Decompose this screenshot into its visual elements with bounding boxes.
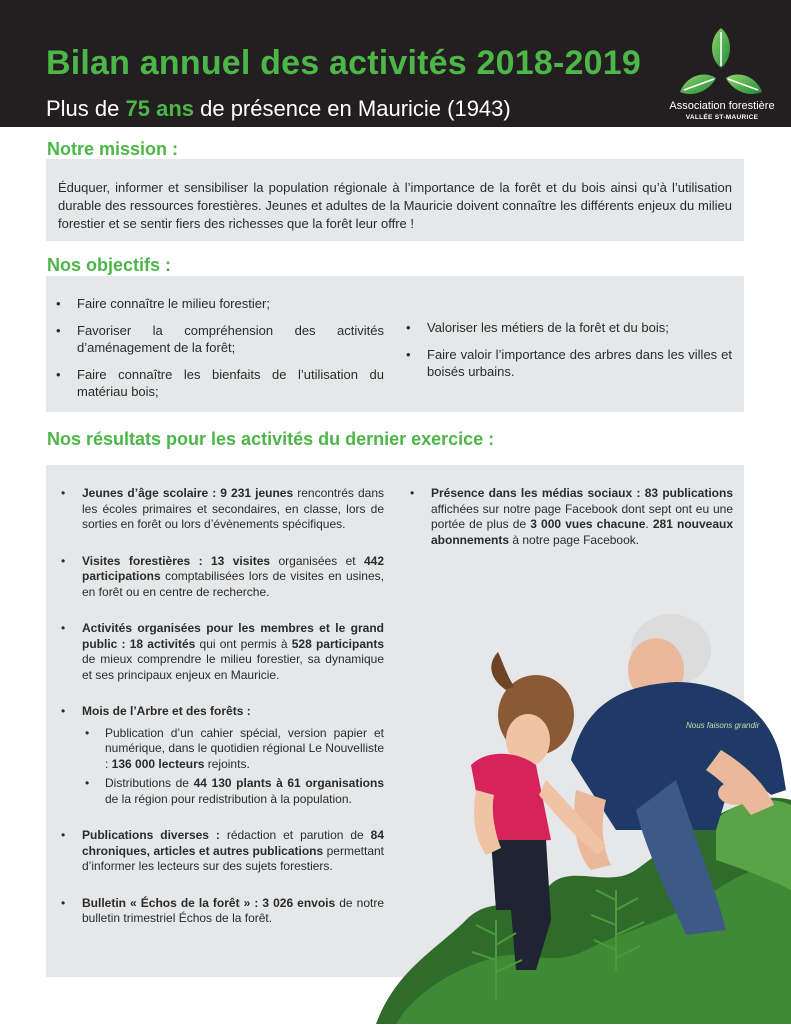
result-publications bbox=[57, 828, 384, 875]
result-value: 281 nouveaux abonnements bbox=[431, 517, 734, 547]
result-jeunes bbox=[57, 486, 384, 533]
association-logo bbox=[662, 26, 782, 124]
result-label: Bulletin « Échos de la forêt » : 3 026 envois bbox=[82, 895, 336, 910]
objectives-list-left bbox=[52, 295, 384, 400]
result-text: rencontrés dans les écoles primaires et secondaires, en classe, lors de sorties en forêt ou lors d’évènements spécifiques. bbox=[82, 486, 384, 531]
result-value: 3 000 vues chacune bbox=[530, 517, 646, 531]
result-text: rejoints. bbox=[204, 756, 250, 771]
list-item bbox=[82, 726, 384, 773]
result-value: 442 participations bbox=[82, 553, 384, 583]
list-item: • Faire connaître le milieu forestier; bbox=[52, 295, 384, 312]
header-band bbox=[0, 0, 791, 127]
logo-region: VALLÉE ST-MAURICE bbox=[685, 114, 759, 121]
result-label: Visites forestières : 13 visites bbox=[82, 553, 271, 568]
result-text: Distributions de bbox=[105, 776, 194, 790]
result-value: 44 130 plants à 61 organisations bbox=[193, 776, 384, 790]
result-text: rédaction et parution de bbox=[219, 828, 371, 842]
result-text: organisées et bbox=[270, 553, 364, 568]
tri-leaf-logo-icon bbox=[676, 26, 766, 98]
list-item: • Valoriser les métiers de la forêt et du bois; bbox=[402, 319, 732, 336]
results-list-right bbox=[406, 486, 733, 548]
result-text: affichées sur notre page Facebook dont sept ont eu une portée de plus de bbox=[431, 501, 733, 531]
result-medias-sociaux bbox=[406, 486, 733, 548]
result-mois-arbre bbox=[57, 704, 384, 807]
mission-box bbox=[46, 159, 744, 241]
result-label: Présence dans les médias sociaux : 83 publications bbox=[431, 486, 733, 500]
page-title: Bilan annuel des activités 2018-2019 bbox=[46, 44, 641, 82]
mission-text: Éduquer, informer et sensibiliser la population régionale à l’importance de la forêt et du bois ainsi qu’à l’utilisation durable des ressources forestières. Jeunes et adultes de la Mauricie doivent connaître les différents enjeux du milieu forestier et se sentir fiers des richesses que la forêt leur offre ! bbox=[58, 180, 732, 231]
result-label: Mois de l’Arbre et des forêts : bbox=[82, 704, 251, 718]
result-value: 84 chroniques, articles et autres publications bbox=[82, 828, 384, 858]
result-activites bbox=[57, 621, 384, 683]
result-text: de mieux comprendre le milieu forestier, sa dynamique et ses principaux enjeux en Mauricie. bbox=[82, 652, 384, 682]
results-list-left bbox=[57, 486, 384, 927]
logo-name: Association forestière bbox=[669, 100, 775, 112]
result-value: 136 000 lecteurs bbox=[111, 756, 205, 771]
photo-grandfather-child-seedling bbox=[376, 590, 791, 1024]
result-bulletin bbox=[57, 896, 384, 927]
result-text: permettant d’informer les lecteurs sur des sujets forestiers. bbox=[82, 843, 384, 873]
objectives-list-right bbox=[402, 319, 732, 380]
list-item: • Favoriser la compréhension des activités d’aménagement de la forêt; bbox=[52, 322, 384, 356]
results-heading: Nos résultats pour les activités du dernier exercice : bbox=[47, 429, 495, 449]
list-item bbox=[82, 776, 384, 807]
mission-heading: Notre mission : bbox=[47, 139, 179, 159]
photo-illustration bbox=[376, 590, 791, 1024]
subtitle-text: Plus de bbox=[46, 96, 126, 121]
result-text: . bbox=[645, 517, 653, 531]
result-text: de notre bulletin trimestriel Échos de la forêt. bbox=[82, 895, 384, 925]
result-text: Publication d’un cahier spécial, version papier et numérique, dans le quotidien régional Le Nouvelliste : bbox=[105, 725, 384, 771]
result-text: comptabilisées lors de visites en usines, en forêt ou en centre de recherche. bbox=[82, 569, 384, 599]
shirt-logo-text: Nous faisons grandir bbox=[686, 721, 760, 730]
page-subtitle bbox=[46, 96, 511, 122]
objectives-heading: Nos objectifs : bbox=[47, 255, 172, 275]
list-item: • Faire valoir l’importance des arbres dans les villes et boisés urbains. bbox=[402, 346, 732, 380]
result-label: Jeunes d’âge scolaire : 9 231 jeunes bbox=[82, 486, 294, 500]
mois-sublist bbox=[82, 726, 384, 808]
objectives-box bbox=[46, 276, 744, 412]
result-visites bbox=[57, 554, 384, 601]
result-value: 528 participants bbox=[291, 636, 384, 651]
result-text: qui ont permis à bbox=[195, 636, 292, 651]
result-label: Activités organisées pour les membres et le grand public : 18 activités bbox=[82, 621, 384, 651]
result-text: de la région pour redistribution à la population. bbox=[105, 791, 352, 806]
list-item: • Faire connaître les bienfaits de l’utilisation du matériau bois; bbox=[52, 366, 384, 400]
subtitle-highlight: 75 ans bbox=[125, 96, 194, 121]
subtitle-text-end: de présence en Mauricie (1943) bbox=[194, 96, 511, 121]
result-label: Publications diverses : bbox=[82, 828, 220, 842]
result-text: à notre page Facebook. bbox=[509, 532, 640, 547]
